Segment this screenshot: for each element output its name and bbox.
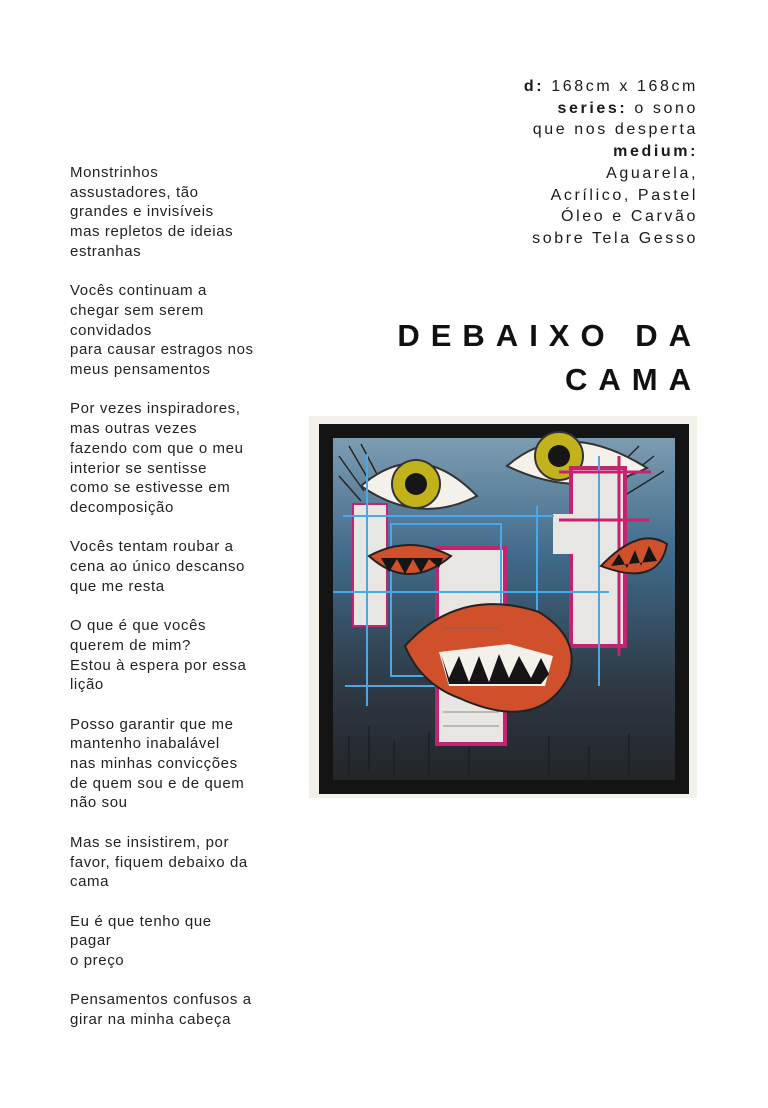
poem-stanza [70, 281, 300, 380]
artwork-title [342, 314, 702, 402]
series-line [378, 98, 698, 120]
poem-line: grandes e invisíveis [70, 203, 214, 221]
poem-line: estranhas [70, 242, 142, 260]
poem-line: convidados [70, 321, 152, 339]
painting-artwork [309, 416, 697, 798]
medium-value-2: Acrílico, Pastel [550, 186, 698, 204]
medium-value-3: Óleo e Carvão [561, 208, 698, 226]
poem-line: nas minhas convicções [70, 755, 238, 773]
poem-line: Posso garantir que me [70, 715, 234, 733]
poem-line: O que é que vocês [70, 617, 207, 635]
poem-line: para causar estragos nos [70, 341, 254, 359]
poem-line: não sou [70, 794, 128, 812]
poem-line: Vocês continuam a [70, 282, 207, 300]
poem-line: girar na minha cabeça [70, 1011, 232, 1029]
poem-line: Vocês tentam roubar a [70, 538, 234, 556]
series-value: o sono [627, 99, 698, 117]
series-value-continued: que nos desperta [532, 121, 698, 139]
poem-line: chegar sem serem [70, 301, 204, 319]
dimensions-label: d: [523, 78, 545, 95]
poem-line: pagar [70, 932, 112, 950]
poem-stanza [70, 399, 300, 517]
poem-line: o preço [70, 952, 125, 970]
dimensions-value: 168cm x 168cm [544, 78, 698, 95]
poem-line: que me resta [70, 577, 165, 595]
poem-line: cama [70, 873, 110, 891]
poem-line: lição [70, 676, 104, 694]
poem-line: meus pensamentos [70, 361, 211, 379]
medium-label: medium: [613, 143, 698, 161]
medium-value-4: sobre Tela Gesso [532, 229, 698, 247]
poem-line: mas outras vezes [70, 420, 198, 438]
poem-stanza [70, 163, 300, 262]
poem-line: Monstrinhos [70, 164, 159, 181]
poem-stanza [70, 833, 300, 892]
medium-line [378, 141, 698, 163]
poem-line: querem de mim? [70, 636, 191, 654]
poem-stanza [70, 912, 300, 971]
medium-value-1: Aguarela, [606, 164, 698, 182]
poem-line: como se estivesse em [70, 479, 231, 497]
poem-line: Estou à espera por essa [70, 656, 247, 674]
poem-line: cena ao único descanso [70, 558, 245, 576]
artwork-specs [378, 76, 698, 250]
poem-line: decomposição [70, 498, 174, 516]
series-label: series: [557, 99, 628, 117]
poem-line: mas repletos de ideias [70, 223, 234, 241]
poem-line: assustadores, tão [70, 183, 199, 201]
poem-line: Pensamentos confusos a [70, 991, 252, 1009]
poem-line: Eu é que tenho que [70, 912, 212, 930]
poem-stanza [70, 537, 300, 596]
poem-line: fazendo com que o meu [70, 439, 244, 457]
poem-line: mantenho inabalável [70, 735, 220, 753]
poem-stanza [70, 616, 300, 695]
dimensions-line [378, 76, 698, 98]
poem-line: de quem sou e de quem [70, 774, 245, 792]
poem-line: Por vezes inspiradores, [70, 400, 241, 418]
poem-stanza [70, 990, 300, 1029]
painting-image [309, 416, 697, 798]
poem-line: interior se sentisse [70, 459, 208, 477]
title-line-1: DEBAIXO DA [397, 318, 702, 353]
poem-line: favor, fiquem debaixo da [70, 853, 248, 871]
poem-stanza [70, 715, 300, 814]
title-line-2: CAMA [565, 362, 702, 397]
poem-line: Mas se insistirem, por [70, 833, 230, 851]
poem [70, 163, 300, 1050]
